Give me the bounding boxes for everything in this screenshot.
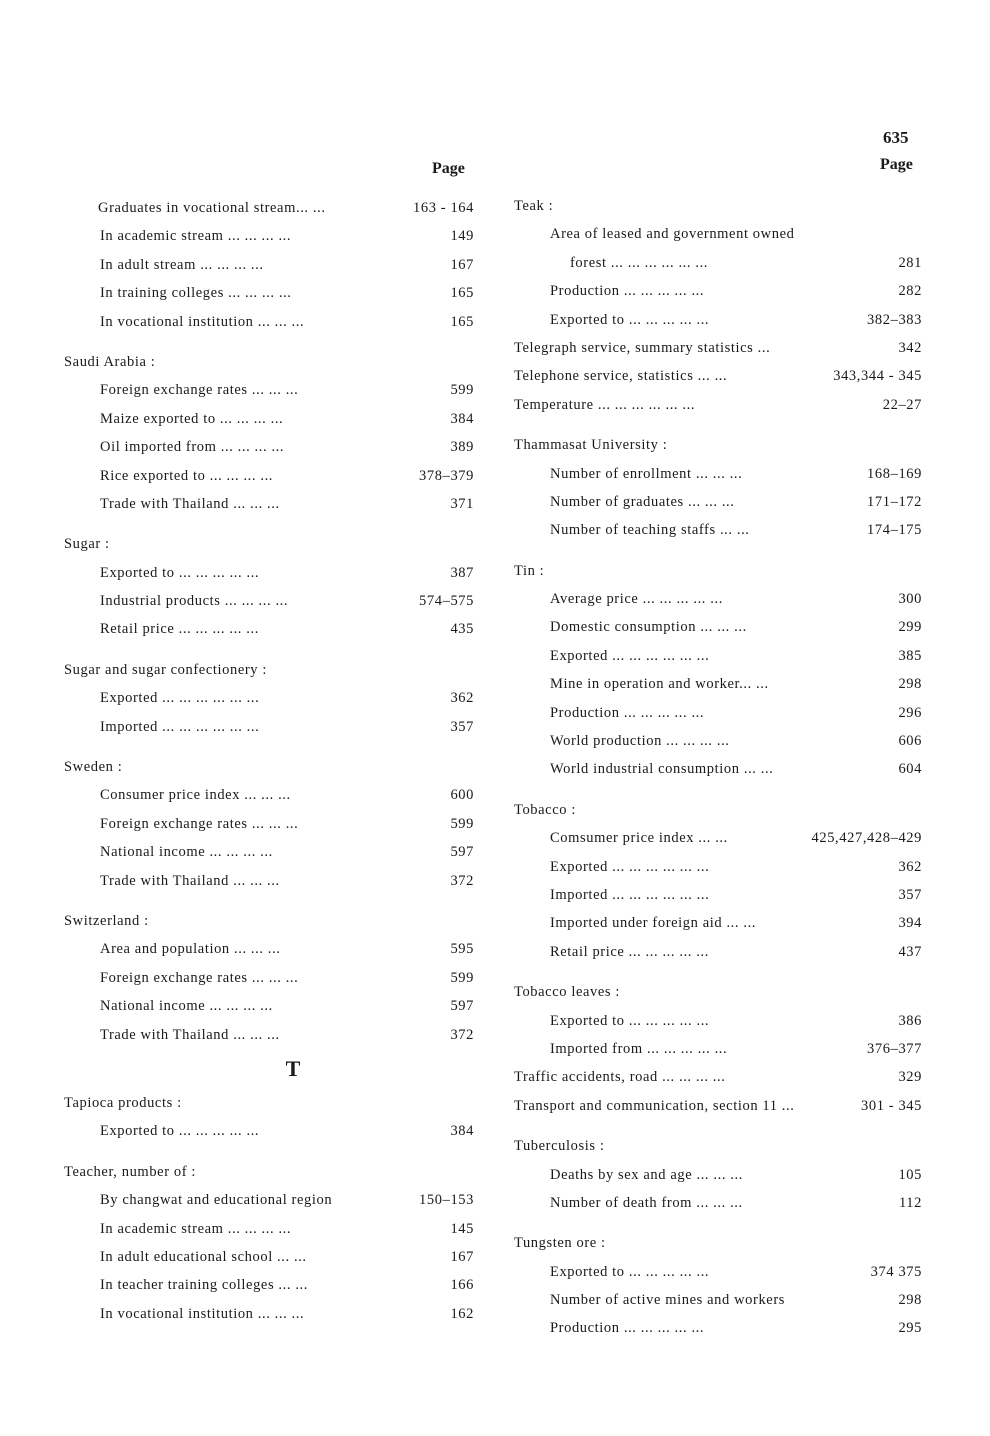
entry-text: Mine in operation and worker... ... [550,676,769,693]
entry-page: 145 [450,1220,474,1237]
entry-text: Production ... ... ... ... ... [550,1320,705,1337]
entry-text: Area and population ... ... ... [100,941,281,958]
index-entry [64,713,482,741]
index-entry [64,781,482,809]
entry-text: Retail price ... ... ... ... ... [100,621,259,638]
entry-page: 394 [898,915,922,932]
entry-page: 371 [450,495,474,512]
heading-text: Teak : [514,198,554,214]
entry-text: Number of active mines and workers [550,1292,786,1309]
index-entry [64,838,482,866]
entry-text: Foreign exchange rates ... ... ... [100,815,299,832]
index-entry [64,1300,482,1328]
index-heading [514,1229,930,1257]
entry-page: 574–575 [419,593,474,610]
index-heading [64,348,482,376]
index-entry [514,1063,930,1091]
entry-text: Trade with Thailand ... ... ... [100,495,280,512]
entry-page: 281 [898,254,922,271]
entry-page: 374 375 [870,1263,922,1280]
entry-text: Imported ... ... ... ... ... ... [550,886,710,903]
entry-page: 300 [898,591,922,608]
entry-page: 597 [450,844,474,861]
index-entry [514,755,930,783]
heading-text: Sugar and sugar confectionery : [64,661,268,678]
index-entry [514,938,930,966]
index-entry [514,824,930,852]
entry-text: forest ... ... ... ... ... ... [570,254,709,271]
entry-text: Imported under foreign aid ... ... [550,915,757,932]
entry-text: Traffic accidents, road ... ... ... ... [514,1069,726,1086]
entry-page: 357 [450,718,474,735]
entry-text: Number of death from ... ... ... [550,1194,743,1211]
index-entry [64,405,482,433]
entry-text: Production ... ... ... ... ... [550,283,705,300]
entry-page: 163 - 164 [413,200,474,216]
index-entry [514,909,930,937]
index-heading [64,656,482,684]
entry-text: Oil imported from ... ... ... ... [100,439,285,456]
left-index-column [64,194,482,1328]
entry-text: Production ... ... ... ... ... [550,704,705,721]
entry-text: In vocational institution ... ... ... [100,1305,305,1322]
entry-page: 376–377 [867,1040,922,1057]
index-entry [64,810,482,838]
entry-text: Exported ... ... ... ... ... ... [550,858,710,875]
entry-text: Telegraph service, summary statistics ... [514,339,771,356]
index-entry [514,881,930,909]
entry-text: Industrial products ... ... ... ... [100,593,289,610]
entry-page: 149 [450,228,474,245]
index-entry [64,222,482,250]
right-column-page-label: Page [880,156,913,173]
heading-text: Tuberculosis : [514,1138,605,1155]
index-entry [64,1271,482,1299]
index-entry [64,376,482,404]
entry-text: Temperature ... ... ... ... ... ... [514,396,696,413]
entry-page: 282 [898,283,922,300]
index-entry [514,1286,930,1314]
entry-page: 435 [450,621,474,638]
index-entry [64,964,482,992]
index-entry [514,516,930,544]
heading-text: Tapioca products : [64,1094,182,1111]
heading-text: Saudi Arabia : [64,353,156,370]
entry-text: By changwat and educational region [100,1192,333,1209]
entry-page: 362 [450,690,474,707]
entry-text: Exported ... ... ... ... ... ... [550,647,710,664]
index-heading [514,431,930,459]
index-entry [64,1117,482,1145]
entry-page: 389 [450,439,474,456]
entry-page: 382–383 [867,311,922,328]
entry-text: World production ... ... ... ... [550,733,730,750]
entry-text: Exported to ... ... ... ... ... [100,564,260,581]
heading-text: Tungsten ore : [514,1235,606,1252]
index-entry [64,1243,482,1271]
right-index-column [514,192,930,1343]
index-entry [514,613,930,641]
index-entry [514,1007,930,1035]
entry-text: National income ... ... ... ... [100,998,273,1015]
entry-page: 599 [450,815,474,832]
entry-text: Exported to ... ... ... ... ... [550,1263,710,1280]
index-heading [514,1132,930,1160]
index-heading [64,1158,482,1186]
left-column-page-label: Page [432,160,465,177]
index-entry [64,684,482,712]
entry-text: Exported to ... ... ... ... ... [100,1123,260,1140]
entry-text: Domestic consumption ... ... ... [550,619,747,636]
entry-page: 168–169 [867,465,922,482]
heading-text: Teacher, number of : [64,1163,196,1180]
entry-text: Number of graduates ... ... ... [550,493,735,510]
entry-page: 606 [898,733,922,750]
heading-text: Sweden : [64,759,123,776]
heading-text: Switzerland : [64,912,149,929]
entry-page: 343,344 - 345 [833,368,922,385]
index-entry [514,391,930,419]
entry-text: Exported to ... ... ... ... ... [550,1012,710,1029]
entry-page: 342 [898,339,922,356]
index-entry [514,1258,930,1286]
entry-page: 599 [450,382,474,399]
entry-page: 174–175 [867,522,922,539]
entry-page: 162 [450,1305,474,1322]
index-entry [64,251,482,279]
entry-page: 296 [898,704,922,721]
index-entry [514,334,930,362]
entry-text: Foreign exchange rates ... ... ... [100,382,299,399]
index-entry [64,559,482,587]
index-entry [514,488,930,516]
entry-text: Rice exported to ... ... ... ... [100,467,274,484]
index-heading [514,796,930,824]
entry-text: In adult educational school ... ... [100,1248,307,1265]
index-entry [64,433,482,461]
entry-page: 167 [450,256,474,273]
entry-page: 425,427,428–429 [811,830,922,847]
index-entry [64,308,482,336]
index-entry [64,462,482,490]
index-entry [64,194,482,222]
entry-text: Deaths by sex and age ... ... ... [550,1166,743,1183]
entry-text: Foreign exchange rates ... ... ... [100,969,299,986]
entry-page: 597 [450,998,474,1015]
entry-page: 372 [450,872,474,889]
index-entry [64,490,482,518]
entry-text: Graduates in vocational stream... ... [98,200,326,216]
index-entry [514,642,930,670]
index-heading [514,978,930,1006]
index-entry [64,935,482,963]
entry-page: 171–172 [867,493,922,510]
entry-page: 384 [450,410,474,427]
entry-text: In vocational institution ... ... ... [100,313,305,330]
index-entry [514,1035,930,1063]
entry-page: 378–379 [419,467,474,484]
entry-page: 167 [450,1248,474,1265]
index-entry [64,867,482,895]
index-entry [514,1161,930,1189]
entry-text: Number of teaching staffs ... ... [550,522,750,539]
index-heading [64,1089,482,1117]
index-heading [64,753,482,781]
entry-text: Trade with Thailand ... ... ... [100,1026,280,1043]
entry-text: Trade with Thailand ... ... ... [100,872,280,889]
entry-page: 165 [450,285,474,302]
entry-page: 112 [898,1194,922,1211]
section-letter: T [285,1055,301,1081]
index-heading [64,907,482,935]
index-entry [514,220,930,248]
index-heading [514,557,930,585]
entry-text: Exported ... ... ... ... ... ... [100,690,260,707]
index-entry [64,1021,482,1049]
index-entry [514,670,930,698]
index-entry [514,306,930,334]
entry-page: 387 [450,564,474,581]
entry-page: 372 [450,1026,474,1043]
entry-page: 599 [450,969,474,986]
index-entry [514,1189,930,1217]
entry-text: Area of leased and government owned [550,226,795,243]
entry-page: 298 [898,676,922,693]
entry-text: Maize exported to ... ... ... ... [100,410,284,427]
entry-text: Retail price ... ... ... ... ... [550,943,709,960]
entry-text: Imported ... ... ... ... ... ... [100,718,260,735]
entry-page: 22–27 [882,396,922,413]
index-entry [64,992,482,1020]
entry-page: 298 [898,1292,922,1309]
entry-text: In teacher training colleges ... ... [100,1277,309,1294]
index-entry [514,853,930,881]
entry-text: Telephone service, statistics ... ... [514,368,728,385]
entry-text: In adult stream ... ... ... ... [100,256,264,273]
entry-page: 600 [450,787,474,804]
heading-text: Tobacco : [514,801,576,818]
entry-text: In training colleges ... ... ... ... [100,285,292,302]
index-entry [514,699,930,727]
entry-page: 604 [898,761,922,778]
entry-page: 166 [450,1277,474,1294]
entry-text: Number of enrollment ... ... ... [550,465,743,482]
index-entry [64,279,482,307]
index-heading [514,192,930,220]
entry-text: Exported to ... ... ... ... ... [550,311,710,328]
index-entry [64,1186,482,1214]
entry-page: 437 [898,943,922,960]
index-entry [64,615,482,643]
index-entry [514,277,930,305]
index-entry [514,1314,930,1342]
index-entry [514,1092,930,1120]
entry-page: 150–153 [419,1192,474,1209]
page-number: 635 [883,128,909,147]
heading-text: Tin : [514,562,545,579]
entry-page: 301 - 345 [861,1097,922,1114]
entry-text: Comsumer price index ... ... [550,830,728,847]
entry-text: National income ... ... ... ... [100,844,273,861]
index-entry [64,1215,482,1243]
entry-page: 384 [450,1123,474,1140]
entry-page: 357 [898,886,922,903]
entry-page: 299 [898,619,922,636]
entry-page: 595 [450,941,474,958]
entry-text: Average price ... ... ... ... ... [550,591,723,608]
heading-text: Thammasat University : [514,437,668,454]
entry-page: 329 [898,1069,922,1086]
index-heading [64,530,482,558]
entry-page: 385 [898,647,922,664]
entry-text: In academic stream ... ... ... ... [100,1220,292,1237]
entry-page: 105 [898,1166,922,1183]
entry-text: World industrial consumption ... ... [550,761,774,778]
index-entry [514,362,930,390]
entry-text: Transport and communication, section 11 ... [514,1097,795,1114]
entry-text: In academic stream ... ... ... ... [100,228,292,245]
entry-text: Imported from ... ... ... ... ... [550,1040,728,1057]
entry-page: 165 [450,313,474,330]
index-entry [514,460,930,488]
index-entry [514,249,930,277]
entry-page: 362 [898,858,922,875]
entry-page: 386 [898,1012,922,1029]
index-entry [64,587,482,615]
heading-text: Sugar : [64,536,110,553]
heading-text: Tobacco leaves : [514,984,621,1001]
index-entry [514,727,930,755]
entry-text: Consumer price index ... ... ... [100,787,291,804]
index-entry [514,585,930,613]
entry-page: 295 [898,1320,922,1337]
